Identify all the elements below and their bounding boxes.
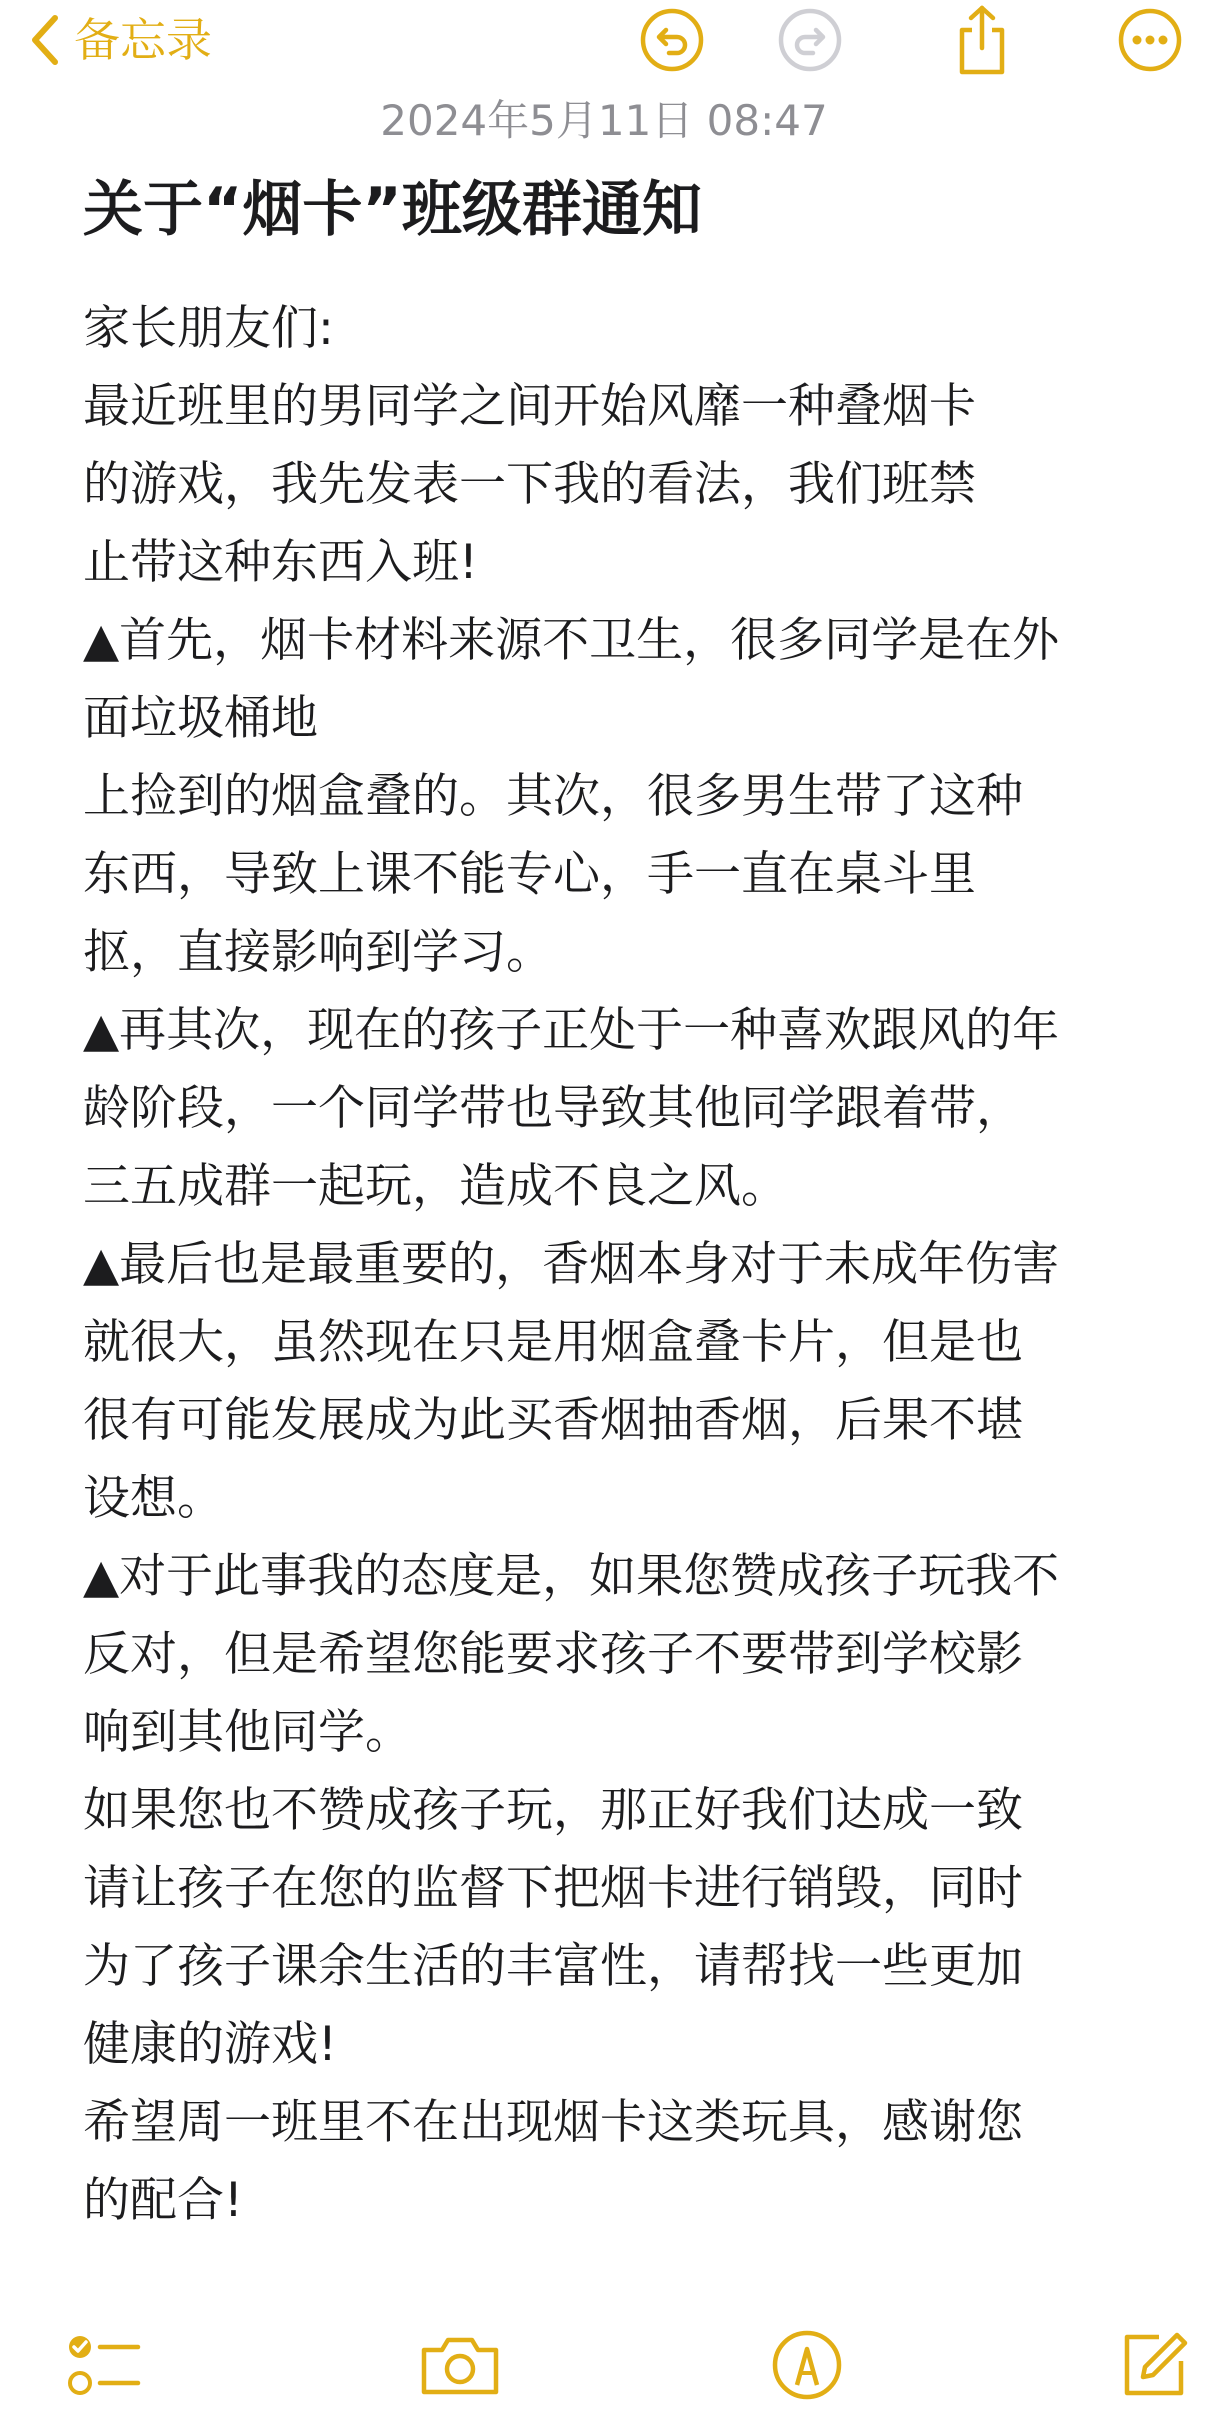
markup-button[interactable] <box>757 2315 857 2415</box>
note-line: 健康的游戏! <box>83 2017 337 2072</box>
note-line: 就很大，虽然现在只是用烟盒叠卡片，但是也 <box>83 1315 1023 1370</box>
note-line: ▲最后也是最重要的，香烟本身对于未成年伤害 <box>83 1237 1060 1292</box>
camera-icon <box>418 2332 502 2398</box>
note-line: 三五成群一起玩，造成不良之风。 <box>83 1159 788 1214</box>
note-line: 最近班里的男同学之间开始风靡一种叠烟卡 <box>83 379 976 434</box>
back-button[interactable] <box>30 2 212 78</box>
note-line: 家长朋友们: <box>83 301 334 356</box>
redo-button[interactable] <box>774 4 846 76</box>
checklist-icon <box>66 2329 142 2401</box>
note-line: 如果您也不赞成孩子玩，那正好我们达成一致 <box>83 1783 1023 1838</box>
note-title[interactable]: 关于“烟卡”班级群通知 <box>83 175 702 245</box>
note-line: 反对，但是希望您能要求孩子不要带到学校影 <box>83 1627 1023 1682</box>
navigation-bar <box>0 0 1208 90</box>
note-date: 2024年5月11日 08:47 <box>380 96 828 145</box>
markup-pen-icon <box>771 2329 843 2401</box>
note-line: 请让孩子在您的监督下把烟卡进行销毁，同时 <box>83 1861 1023 1916</box>
note-line: ▲对于此事我的态度是，如果您赞成孩子玩我不 <box>83 1549 1060 1604</box>
compose-button[interactable] <box>1105 2315 1205 2415</box>
note-line: 面垃圾桶地 <box>83 691 318 746</box>
note-line: 为了孩子课余生活的丰富性，请帮找一些更加 <box>83 1939 1023 1994</box>
chevron-left-icon <box>30 14 60 66</box>
note-line: 的游戏，我先发表一下我的看法，我们班禁 <box>83 457 976 512</box>
share-button[interactable] <box>946 4 1018 76</box>
note-line: 希望周一班里不在出现烟卡这类玩具，感谢您 <box>83 2095 1023 2150</box>
back-button-label: 备忘录 <box>74 13 212 67</box>
note-line: 设想。 <box>83 1471 224 1526</box>
more-button[interactable] <box>1114 4 1186 76</box>
note-line: 的配合! <box>83 2173 243 2228</box>
more-icon <box>1117 7 1183 73</box>
note-line: 抠，直接影响到学习。 <box>83 925 553 980</box>
note-line: 上捡到的烟盒叠的。其次，很多男生带了这种 <box>83 769 1023 824</box>
bottom-toolbar <box>0 2315 1208 2415</box>
note-line: ▲首先，烟卡材料来源不卫生，很多同学是在外 <box>83 613 1060 668</box>
camera-button[interactable] <box>410 2315 510 2415</box>
checklist-button[interactable] <box>54 2315 154 2415</box>
note-line: 东西，导致上课不能专心，手一直在桌斗里 <box>83 847 976 902</box>
note-line: 响到其他同学。 <box>83 1705 412 1760</box>
note-line: 很有可能发展成为此买香烟抽香烟，后果不堪 <box>83 1393 1023 1448</box>
note-line: 止带这种东西入班! <box>83 535 478 590</box>
share-icon <box>952 4 1012 76</box>
note-body[interactable] <box>83 290 1193 2240</box>
note-line: 龄阶段，一个同学带也导致其他同学跟着带， <box>83 1081 1023 1136</box>
redo-icon <box>777 7 843 73</box>
undo-button[interactable] <box>636 4 708 76</box>
note-line: ▲再其次，现在的孩子正处于一种喜欢跟风的年 <box>83 1003 1060 1058</box>
undo-icon <box>639 7 705 73</box>
compose-icon <box>1119 2329 1191 2401</box>
